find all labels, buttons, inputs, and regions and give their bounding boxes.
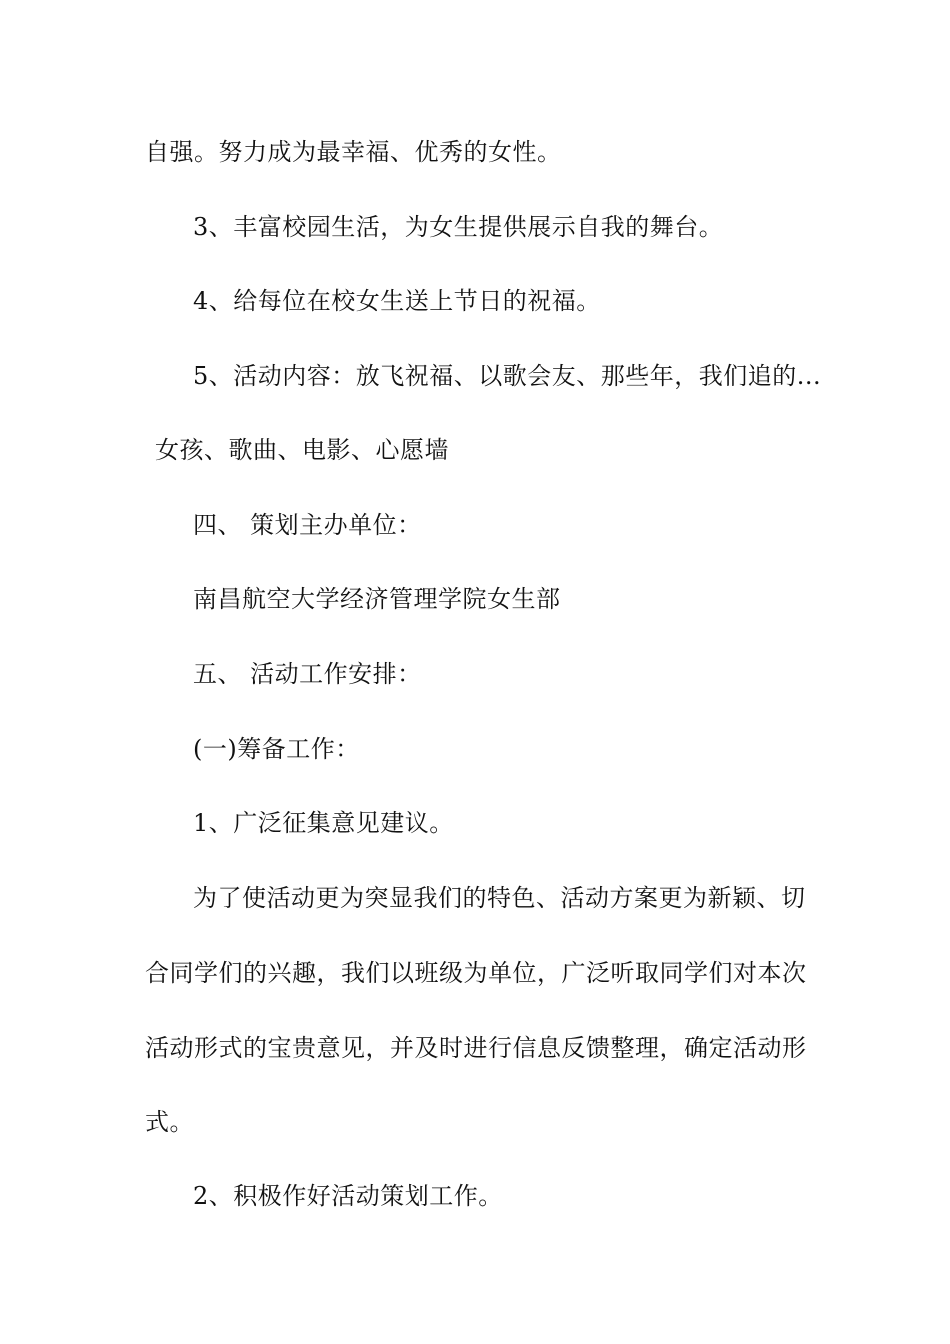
subsection-heading-preparation: (一)筹备工作：: [193, 735, 360, 763]
paragraph-line: 式。: [145, 1108, 194, 1136]
list-item-1: 1、广泛征集意见建议。: [193, 809, 454, 837]
list-item-5-continuation: 女孩、歌曲、电影、心愿墙: [155, 436, 449, 464]
paragraph-line: 活动形式的宝贵意见，并及时进行信息反馈整理，确定活动形: [145, 1034, 807, 1062]
section-heading-organizer: 四、 策划主办单位：: [193, 511, 422, 539]
list-item-5: 5、活动内容：放飞祝福、以歌会友、那些年，我们追的...: [193, 362, 822, 390]
list-item-3: 3、丰富校园生活，为女生提供展示自我的舞台。: [193, 213, 724, 241]
list-item-2: 2、积极作好活动策划工作。: [193, 1182, 503, 1210]
paragraph-line: 为了使活动更为突显我们的特色、活动方案更为新颖、切: [193, 884, 806, 912]
list-item-4: 4、给每位在校女生送上节日的祝福。: [193, 287, 601, 315]
organizer-name: 南昌航空大学经济管理学院女生部: [193, 585, 561, 613]
paragraph-line: 自强。努力成为最幸福、优秀的女性。: [145, 138, 562, 166]
section-heading-arrangement: 五、 活动工作安排：: [193, 660, 422, 688]
paragraph-line: 合同学们的兴趣，我们以班级为单位，广泛听取同学们对本次: [145, 959, 807, 987]
